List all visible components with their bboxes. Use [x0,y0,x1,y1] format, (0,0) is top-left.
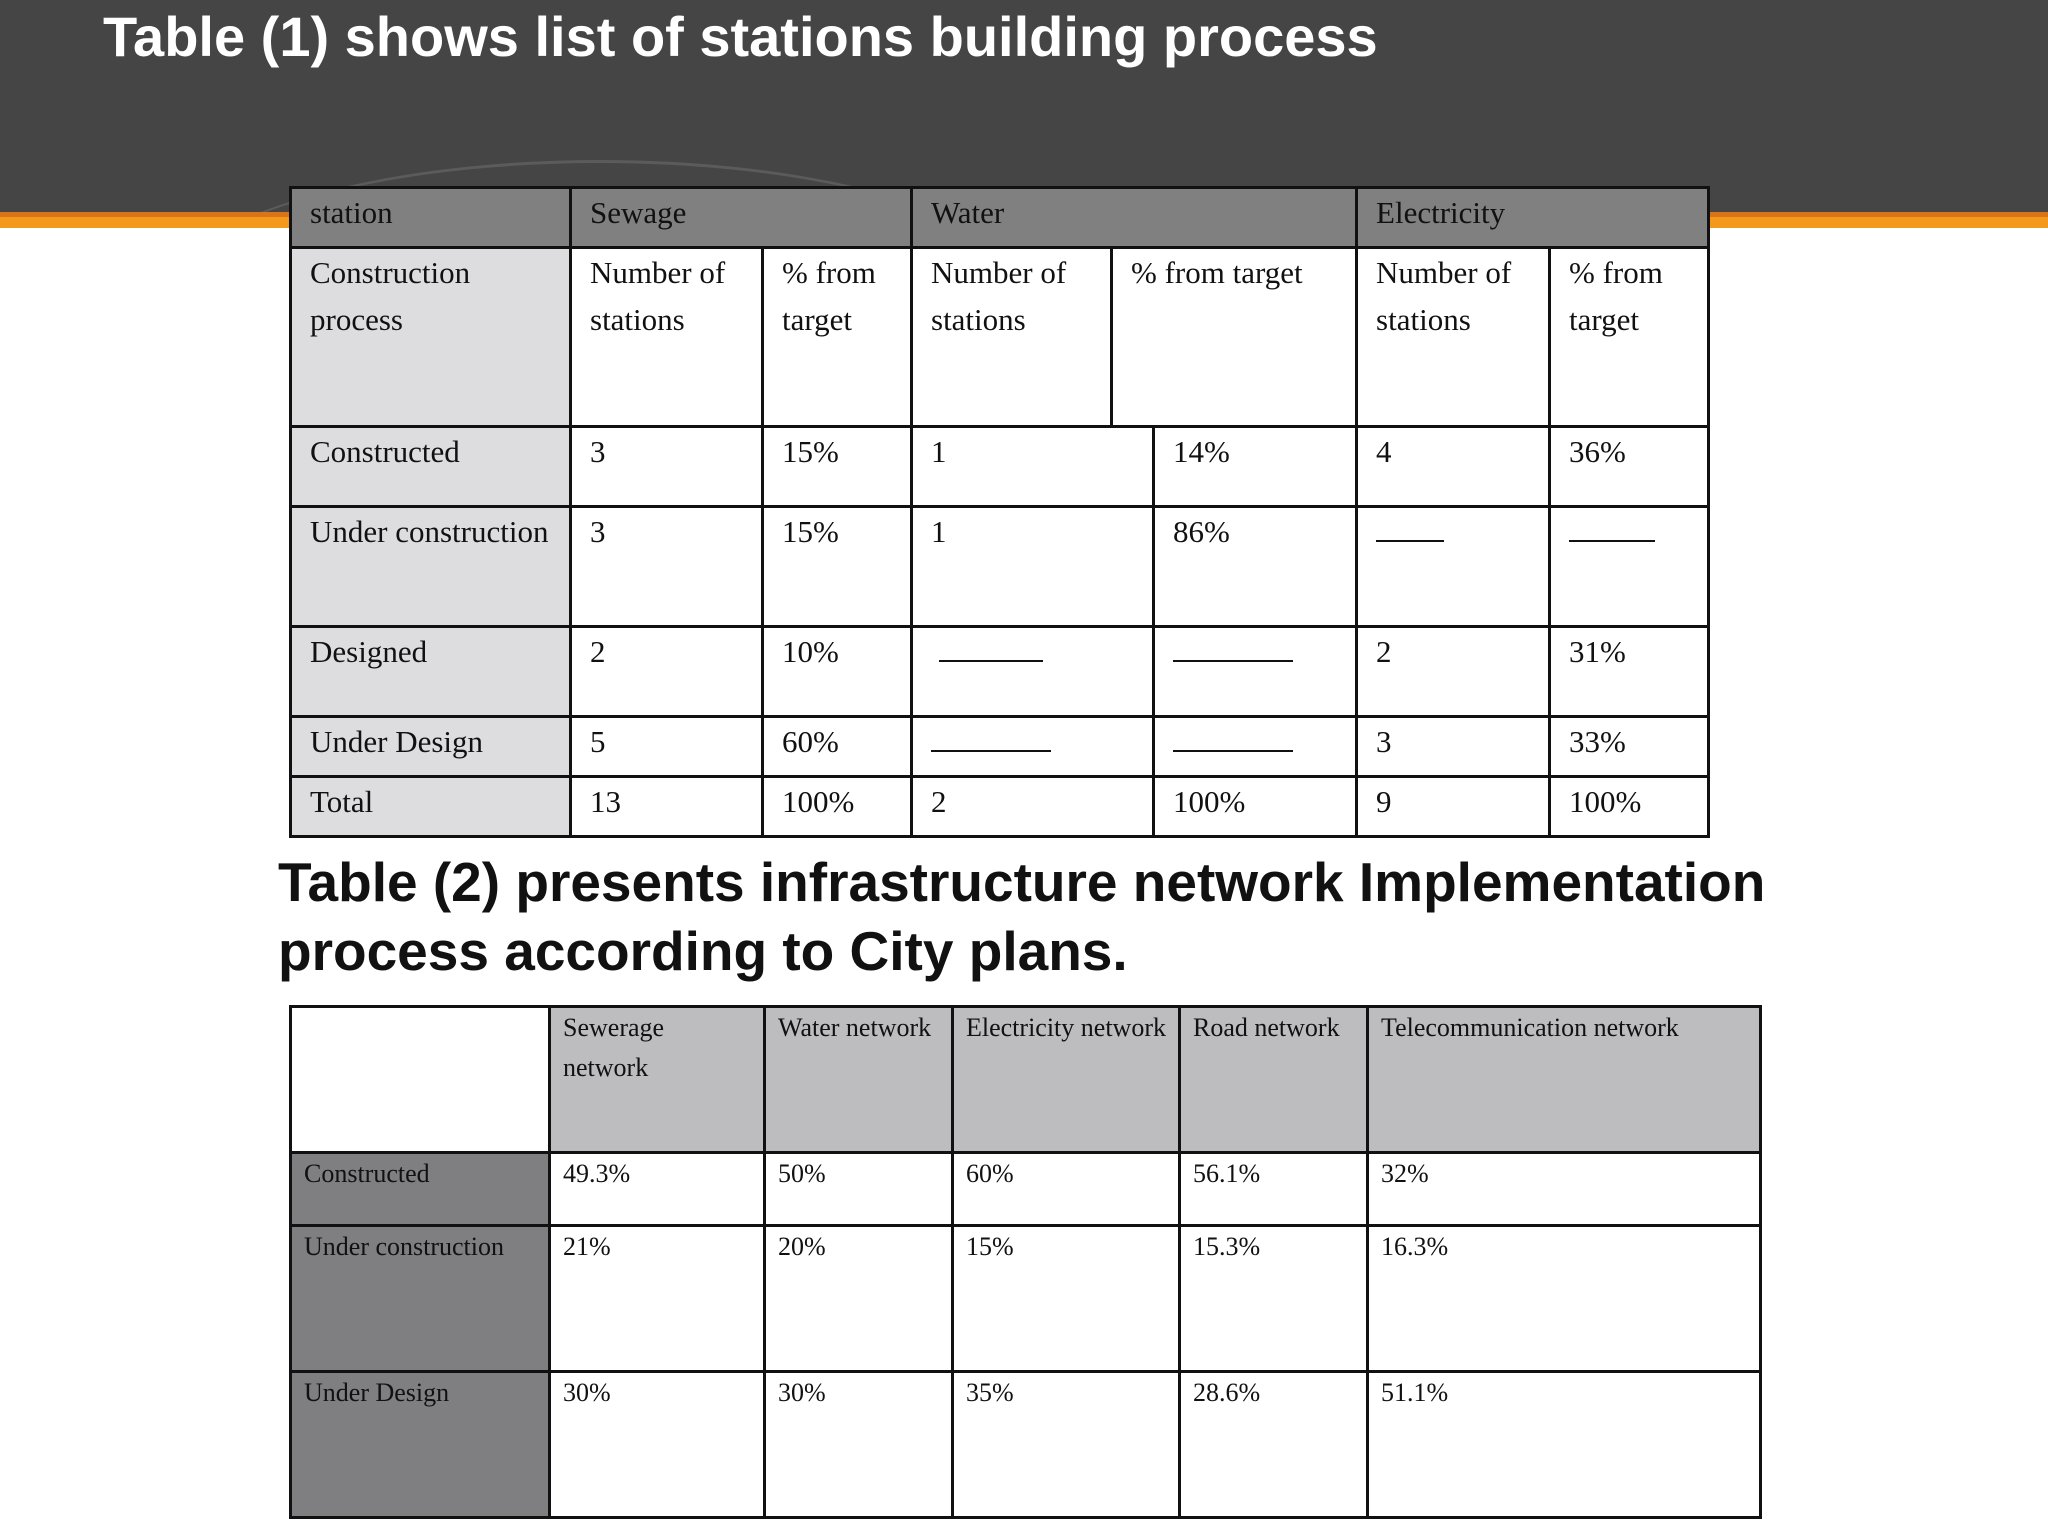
table1-header-electricity: Electricity [1357,188,1709,248]
table1-row-constructed [291,427,1709,507]
table1-cell: 14% [1154,427,1357,507]
table2-cell: 21% [550,1226,765,1372]
table2-cell: 32% [1368,1153,1761,1226]
table2-row-under-construction [291,1226,1761,1372]
table1-row-label: Constructed [291,427,571,507]
table1-row-under-construction [291,507,1709,627]
table2-header-water: Water network [765,1007,953,1153]
table1-cell: 4 [1357,427,1550,507]
table2-row-label: Under Design [291,1372,550,1518]
blank-dash [939,634,1043,662]
table1-cell: 1 [912,427,1154,507]
table2-header-sewerage: Sewerage network [550,1007,765,1153]
blank-dash [1173,724,1293,752]
table1-cell: 2 [571,627,763,717]
table1-cell: 2 [912,777,1154,837]
table1-cell: 100% [1154,777,1357,837]
table1-cell: 100% [1550,777,1709,837]
table1-row-designed [291,627,1709,717]
stations-table [289,186,1710,838]
table2-row-constructed [291,1153,1761,1226]
blank-dash [931,724,1051,752]
table1-subheader-row [291,248,1709,427]
table2-cell: 49.3% [550,1153,765,1226]
table2-header-electricity: Electricity network [953,1007,1180,1153]
table1-subheader-water-pct: % from target [1112,248,1357,427]
table1-header-row [291,188,1709,248]
infrastructure-table [289,1005,1762,1519]
table1-cell: 5 [571,717,763,777]
table1-cell: 13 [571,777,763,837]
table1-row-total [291,777,1709,837]
table1-cell: 15% [763,427,912,507]
table2-header-row [291,1007,1761,1153]
table1-cell: 33% [1550,717,1709,777]
table1-cell: 100% [763,777,912,837]
table1-row-under-design [291,717,1709,777]
slide-title: Table (1) shows list of stations building process [103,5,1378,68]
table2-cell: 30% [550,1372,765,1518]
blank-dash [1376,514,1444,542]
table1-subheader-sewage-pct: % from target [763,248,912,427]
table1-cell: 9 [1357,777,1550,837]
table1-subheader-sewage-number: Number of stations [571,248,763,427]
blank-dash [1173,634,1293,662]
table1-cell: 86% [1154,507,1357,627]
table1-subheader-electricity-pct: % from target [1550,248,1709,427]
table2-row-under-design [291,1372,1761,1518]
table1-header-water: Water [912,188,1357,248]
table1-cell: 31% [1550,627,1709,717]
table2-row-label: Constructed [291,1153,550,1226]
table1-subheader-electricity-number: Number of stations [1357,248,1550,427]
table2-cell: 35% [953,1372,1180,1518]
table1-cell: 10% [763,627,912,717]
table1-empty-cell [912,717,1154,777]
table1-row-label: Under Design [291,717,571,777]
blank-dash [1569,514,1655,542]
table1-cell: 1 [912,507,1154,627]
table1-row-label: Under construction [291,507,571,627]
table1-cell: 36% [1550,427,1709,507]
table2-cell: 28.6% [1180,1372,1368,1518]
table1-subheader-label: Construction process [291,248,571,427]
table1-header-sewage: Sewage [571,188,912,248]
table2-corner-cell [291,1007,550,1153]
table2-cell: 16.3% [1368,1226,1761,1372]
table1-cell: 60% [763,717,912,777]
table1-empty-cell [1154,717,1357,777]
table2-cell: 50% [765,1153,953,1226]
table1-cell: 15% [763,507,912,627]
table2-cell: 60% [953,1153,1180,1226]
table2-cell: 51.1% [1368,1372,1761,1518]
table1-subheader-water-number: Number of stations [912,248,1112,427]
table1-row-label: Total [291,777,571,837]
table1-empty-cell [1550,507,1709,627]
table1-empty-cell [1154,627,1357,717]
table2-cell: 56.1% [1180,1153,1368,1226]
table2-cell: 15% [953,1226,1180,1372]
table2-row-label: Under construction [291,1226,550,1372]
table1-cell: 3 [1357,717,1550,777]
table1-cell: 3 [571,507,763,627]
table1-header-station: station [291,188,571,248]
table1-empty-cell [912,627,1154,717]
table1-row-label: Designed [291,627,571,717]
table2-cell: 30% [765,1372,953,1518]
table2-header-telecom: Telecommunication network [1368,1007,1761,1153]
table2-cell: 15.3% [1180,1226,1368,1372]
table2-cell: 20% [765,1226,953,1372]
table1-cell: 2 [1357,627,1550,717]
table2-caption: Table (2) presents infrastructure network Implementation process according to City plans. [278,851,1766,982]
table1-cell: 3 [571,427,763,507]
table2-header-road: Road network [1180,1007,1368,1153]
table1-empty-cell [1357,507,1550,627]
